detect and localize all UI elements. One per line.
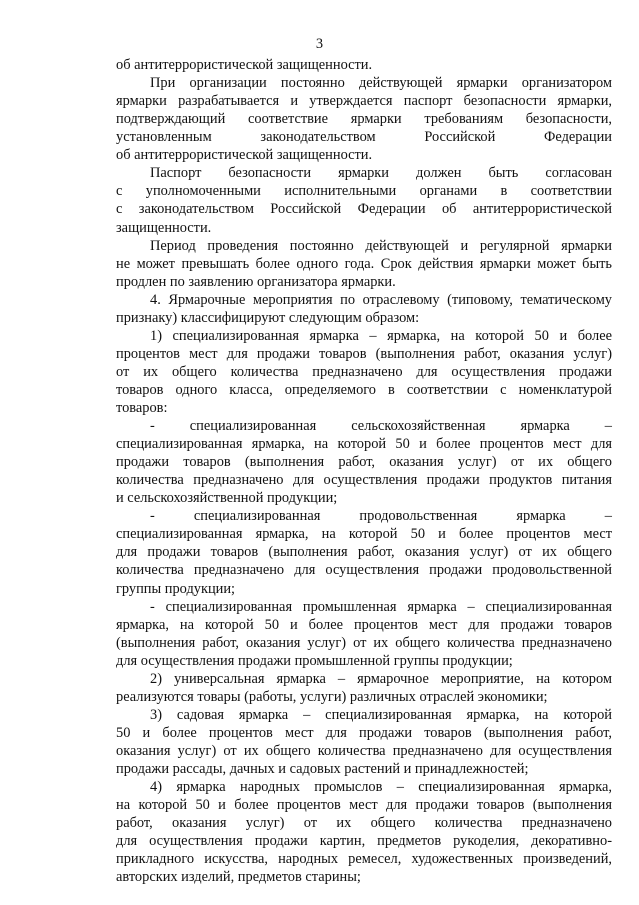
text-line: ярмарки разрабатывается и утверждается паспорт безопасности ярмарки, — [116, 93, 612, 110]
text-line: 50 и более процентов мест для продажи товаров (выполнения работ, — [116, 724, 612, 741]
text-line: для осуществления продажи промышленной группы продукции; — [116, 652, 513, 669]
text-line: на которой 50 и более процентов мест для продажи товаров (выполнения — [116, 797, 612, 814]
page-number: 3 — [315, 36, 324, 52]
text-line: не может превышать более одного года. Срок действия ярмарки может быть — [116, 255, 612, 272]
text-line: специализированная ярмарка, на которой 50 и более процентов мест — [116, 526, 612, 543]
text-line: с законодательством Российской Федерации об антитеррористической — [116, 201, 612, 218]
text-line: - специализированная продовольственная ярмарка – — [150, 508, 612, 525]
text-line: подтверждающий соответствие ярмарки требованиям безопасности, — [116, 111, 612, 128]
text-line: оказания услуг) от их общего количества предназначено для осуществления — [116, 742, 612, 759]
text-line: продажи товаров (выполнения работ, оказания услуг) от их общего — [116, 454, 612, 471]
text-line: защищенности. — [116, 219, 212, 236]
text-line: количества предназначено для осуществления продажи продовольственной — [116, 562, 612, 579]
text-line: товаров одного класса, определяемого в соответствии с номенклатурой — [116, 381, 612, 398]
text-line: (выполнения работ, оказания услуг) от их общего количества предназначено — [116, 634, 612, 651]
text-line: прикладного искусства, народных ремесел, художественных произведений, — [116, 851, 612, 868]
text-line: для продажи товаров (выполнения работ, оказания услуг) от их общего — [116, 544, 612, 561]
text-line: товаров: — [116, 399, 168, 416]
text-line: установленным законодательством Российской Федерации — [116, 129, 612, 146]
text-line: с уполномоченными исполнительными органами в соответствии — [116, 183, 612, 200]
text-line: 3) садовая ярмарка – специализированная ярмарка, на которой — [150, 706, 612, 723]
text-line: - специализированная промышленная ярмарка – специализированная — [150, 598, 612, 615]
text-line: продлен по заявлению организатора ярмарки. — [116, 273, 396, 290]
text-line: реализуются товары (работы, услуги) различных отраслей экономики; — [116, 688, 548, 705]
text-line: При организации постоянно действующей ярмарки организатором — [150, 75, 612, 91]
text-line: для осуществления продажи картин, предметов рукоделия, декоративно- — [116, 833, 612, 850]
text-line: - специализированная сельскохозяйственная ярмарка – — [150, 418, 612, 434]
text-line: 4) ярмарка народных промыслов – специализированная ярмарка, — [150, 779, 612, 795]
text-line: Период проведения постоянно действующей и регулярной ярмарки — [150, 237, 612, 254]
text-line: авторских изделий, предметов старины; — [116, 869, 361, 886]
text-line: 4. Ярмарочные мероприятия по отраслевому (типовому, тематическому — [150, 291, 612, 308]
text-line: и сельскохозяйственной продукции; — [116, 490, 338, 507]
text-line: 1) специализированная ярмарка – ярмарка, на которой 50 и более — [150, 327, 612, 344]
text-line: количества предназначено для осуществления продажи продуктов питания — [116, 472, 612, 489]
text-line: процентов мест для продажи товаров (выполнения работ, оказания услуг) — [116, 345, 612, 362]
text-line: от их общего количества предназначено для осуществления продажи — [116, 363, 612, 380]
text-line: об антитеррористической защищенности. — [116, 57, 373, 73]
text-line: продажи рассады, дачных и садовых растений и принадлежностей; — [116, 761, 529, 777]
text-line: работ, оказания услуг) от их общего количества предназначено — [116, 815, 612, 832]
text-line: ярмарка, на которой 50 и более процентов мест для продажи товаров — [116, 616, 612, 633]
text-line: 2) универсальная ярмарка – ярмарочное мероприятие, на котором — [150, 670, 612, 687]
text-line: специализированная ярмарка, на которой 50 и более процентов мест для — [116, 436, 612, 453]
text-line: Паспорт безопасности ярмарки должен быть согласован — [150, 165, 612, 182]
text-line: признаку) классифицируют следующим образом: — [116, 309, 420, 326]
text-line: об антитеррористической защищенности. — [116, 147, 373, 164]
text-line: группы продукции; — [116, 580, 236, 597]
